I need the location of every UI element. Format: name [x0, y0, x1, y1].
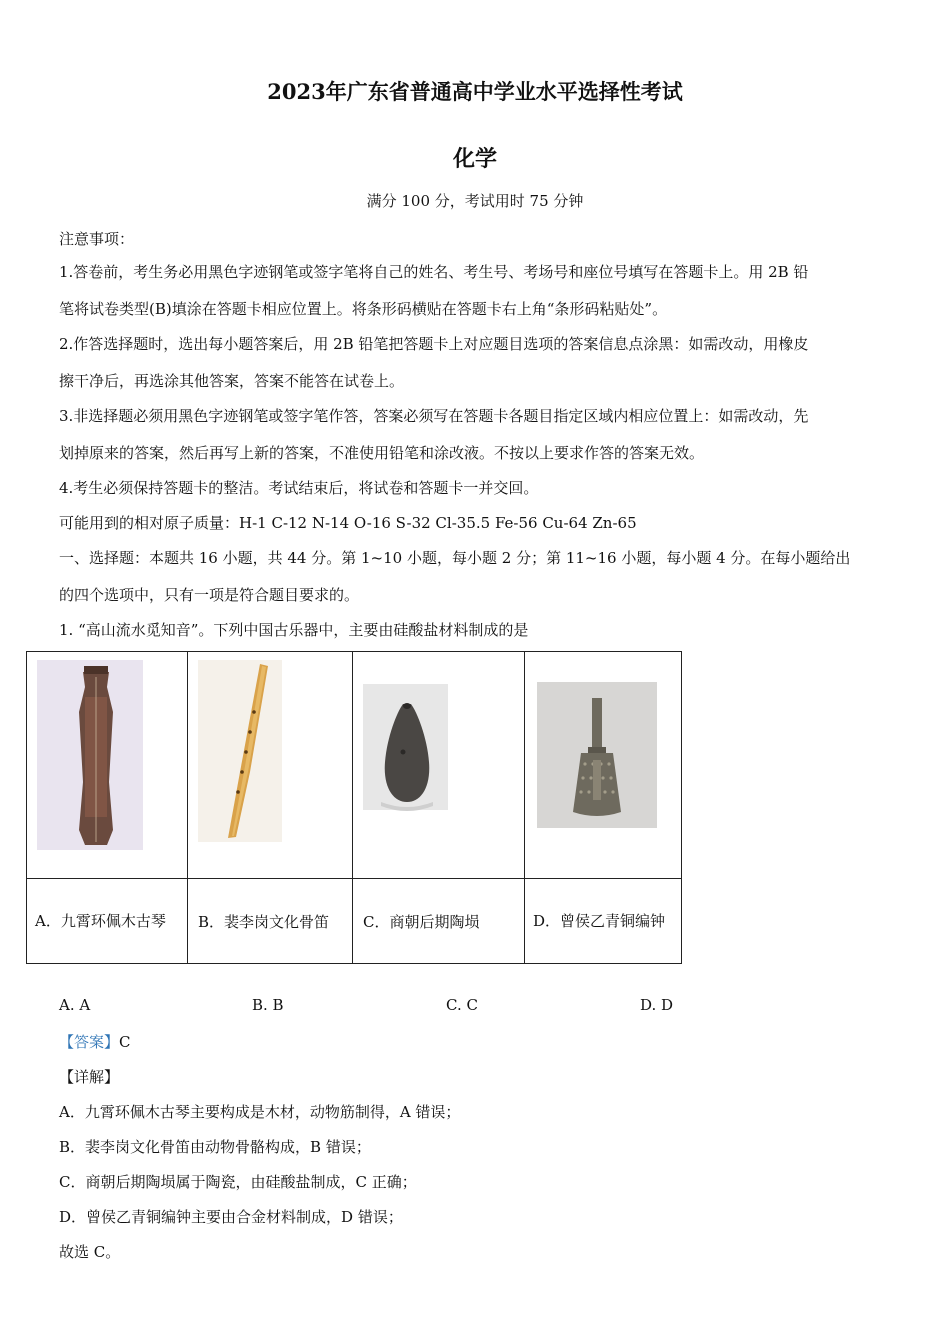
bronze-bell-image	[525, 652, 681, 874]
cell-c-caption	[353, 879, 525, 964]
cell-d-caption	[525, 879, 682, 964]
option-b: B. B	[252, 996, 284, 1014]
detail-line-a: A．九霄环佩木古琴主要构成是木材，动物筋制得，A 错误；	[59, 1103, 461, 1121]
detail-line-d: D．曾侯乙青铜编钟主要由合金材料制成，D 错误；	[59, 1208, 403, 1226]
caption-d: D．曾侯乙青铜编钟	[533, 912, 666, 930]
cell-c-image	[353, 652, 525, 879]
caption-c: C．商朝后期陶埙	[363, 912, 480, 931]
caption-a: A．九霄环佩木古琴	[35, 912, 166, 930]
cell-b-caption	[188, 879, 353, 964]
note-4: 4.考生必须保持答题卡的整洁。考试结束后，将试卷和答题卡一并交回。	[59, 479, 539, 497]
detail-line-b: B．裴李岗文化骨笛由动物骨骼构成，B 错误；	[59, 1138, 371, 1156]
notes-heading: 注意事项：	[59, 230, 135, 248]
caption-b: B．裴李岗文化骨笛	[198, 912, 330, 931]
detail-line-c: C．商朝后期陶埙属于陶瓷，由硅酸盐制成，C 正确；	[59, 1173, 417, 1191]
subject-title: 化学	[452, 146, 497, 172]
option-c: C. C	[446, 996, 478, 1014]
section-line-2: 的四个选项中，只有一项是符合题目要求的。	[59, 586, 360, 604]
answer-tag: 【答案】	[59, 1033, 120, 1051]
exam-title: 2023年广东省普通高中学业水平选择性考试	[267, 79, 683, 104]
pottery-xun-image	[353, 652, 524, 874]
atomic-mass-line: 可能用到的相对原子质量：H-1 C-12 N-14 O-16 S-32 Cl-35.5 Fe-56 Cu-64 Zn-65	[59, 514, 637, 532]
answer-line	[59, 1031, 131, 1053]
question-stem: 1. “高山流水觅知音”。下列中国古乐器中，主要由硅酸盐材料制成的是	[59, 621, 529, 639]
cell-a-image	[27, 652, 188, 879]
conclusion-line: 故选 C。	[59, 1243, 121, 1261]
note-3-line-2: 划掉原来的答案，然后再写上新的答案，不准使用铅笔和涂改液。不按以上要求作答的答案无效。	[59, 444, 705, 462]
answer-value: C	[119, 1033, 131, 1051]
instrument-table	[26, 651, 682, 964]
note-1-line-1: 1.答卷前，考生务必用黑色字迹钢笔或签字笔将自己的姓名、考生号、考场号和座位号填写在答题卡上。用 2B 铅	[59, 263, 809, 281]
cell-d-image	[525, 652, 682, 879]
option-d: D. D	[640, 996, 674, 1014]
section-line-1: 一、选择题：本题共 16 小题，共 44 分。第 1~10 小题，每小题 2 分；第 11~16 小题，每小题 4 分。在每小题给出	[59, 549, 851, 567]
time-info: 满分 100 分，考试用时 75 分钟	[366, 192, 584, 210]
note-2-line-1: 2.作答选择题时，选出每小题答案后，用 2B 铅笔把答题卡上对应题目选项的答案信息点涂黑：如需改动，用橡皮	[59, 335, 809, 353]
cell-b-image	[188, 652, 353, 879]
detail-heading: 【详解】	[59, 1068, 120, 1086]
note-1-line-2: 笔将试卷类型(B)填涂在答题卡相应位置上。将条形码横贴在答题卡右上角“条形码粘贴处”。	[59, 300, 668, 318]
note-2-line-2: 擦干净后，再选涂其他答案，答案不能答在试卷上。	[59, 372, 405, 390]
option-a: A. A	[59, 996, 91, 1014]
bone-flute-image	[188, 652, 352, 874]
cell-a-caption	[27, 879, 188, 964]
guqin-image	[27, 652, 187, 874]
note-3-line-1: 3.非选择题必须用黑色字迹钢笔或签字笔作答，答案必须写在答题卡各题目指定区域内相应位置上：如需改动，先	[59, 407, 809, 425]
